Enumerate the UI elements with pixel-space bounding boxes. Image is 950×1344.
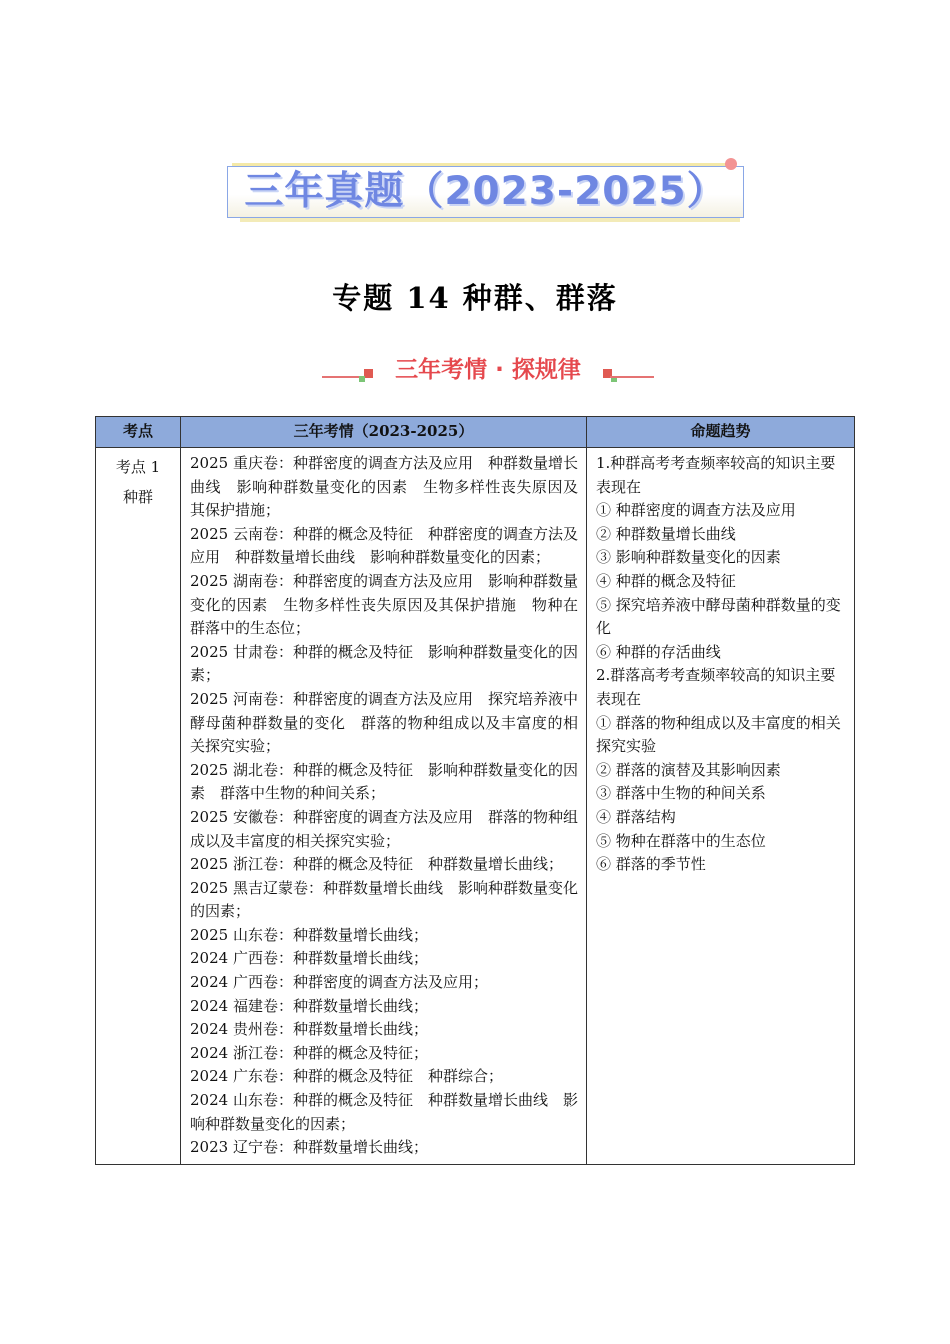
table-header-row bbox=[96, 417, 855, 448]
section-header bbox=[322, 352, 654, 388]
banner-dot-decoration bbox=[725, 158, 737, 170]
situation-entry: 2024 贵州卷：种群数量增长曲线； bbox=[190, 1020, 428, 1039]
document-title: 专题 14 种群、群落 bbox=[332, 281, 618, 315]
situation-entry: 2025 甘肃卷：种群的概念及特征 影响种群数量变化的因素； bbox=[190, 642, 578, 685]
trend-item: ⑥ 种群的存活曲线 bbox=[596, 642, 721, 661]
trend-item: ① 群落的物种组成以及丰富度的相关探究实验 bbox=[596, 713, 841, 756]
trend-item: ⑤ 物种在群落中的生态位 bbox=[596, 831, 766, 850]
trend-item: ② 种群数量增长曲线 bbox=[596, 524, 736, 543]
trend-item: ④ 种群的概念及特征 bbox=[596, 571, 736, 590]
trend-heading-population: 1.种群高考考查频率较高的知识主要表现在 bbox=[596, 454, 836, 496]
section-header-left-accent bbox=[359, 376, 365, 382]
banner-text: 三年真题（2023-2025） bbox=[244, 169, 727, 214]
situation-entry: 2024 浙江卷：种群的概念及特征； bbox=[190, 1043, 428, 1062]
trend-item: ④ 群落结构 bbox=[596, 807, 676, 826]
header-situation: 三年考情（2023-2025） bbox=[181, 417, 587, 448]
table-row bbox=[96, 448, 855, 1165]
point-number: 考点 1 bbox=[115, 458, 161, 476]
situation-entry: 2025 安徽卷：种群密度的调查方法及应用 群落的物种组成以及丰富度的相关探究实验； bbox=[190, 807, 578, 850]
trend-item: ⑤ 探究培养液中酵母菌种群数量的变化 bbox=[596, 595, 841, 638]
situation-entry: 2025 河南卷：种群密度的调查方法及应用 探究培养液中酵母菌种群数量的变化 群落的物种组成以及丰富度的相关探究实验； bbox=[190, 689, 578, 756]
situation-entry: 2024 山东卷：种群的概念及特征 种群数量增长曲线 影响种群数量变化的因素； bbox=[190, 1091, 578, 1133]
situation-entry: 2024 福建卷：种群数量增长曲线； bbox=[190, 996, 428, 1015]
situation-entry: 2024 广西卷：种群密度的调查方法及应用； bbox=[190, 973, 488, 992]
header-trend: 命题趋势 bbox=[587, 417, 855, 448]
situation-entry: 2025 浙江卷：种群的概念及特征 种群数量增长曲线； bbox=[190, 855, 563, 874]
trend-item: ③ 群落中生物的种间关系 bbox=[596, 784, 766, 803]
situation-entry: 2023 辽宁卷：种群数量增长曲线； bbox=[190, 1138, 428, 1157]
section-header-right-rule bbox=[610, 376, 654, 378]
trend-cell bbox=[587, 448, 855, 1165]
banner-bottom-decoration bbox=[240, 218, 740, 222]
situation-entry: 2025 山东卷：种群数量增长曲线； bbox=[190, 925, 428, 944]
situation-entry: 2025 黑吉辽蒙卷：种群数量增长曲线 影响种群数量变化的因素； bbox=[190, 878, 578, 921]
section-header-left-square bbox=[364, 369, 373, 378]
situation-cell bbox=[181, 448, 587, 1165]
situation-entry: 2025 重庆卷：种群密度的调查方法及应用 种群数量增长曲线 影响种群数量变化的因素 生物多样性丧失原因及其保护措施； bbox=[190, 454, 578, 520]
trend-item: ③ 影响种群数量变化的因素 bbox=[596, 548, 781, 567]
situation-entry: 2024 广东卷：种群的概念及特征 种群综合； bbox=[190, 1067, 503, 1086]
situation-entry: 2025 云南卷：种群的概念及特征 种群密度的调查方法及应用 种群数量增长曲线 影响种群数量变化的因素； bbox=[190, 524, 578, 567]
trend-heading-community: 2.群落高考考查频率较高的知识主要表现在 bbox=[596, 666, 836, 708]
section-header-text: 三年考情 · 探规律 bbox=[395, 357, 581, 383]
header-point: 考点 bbox=[96, 417, 181, 448]
trend-item: ② 群落的演替及其影响因素 bbox=[596, 760, 781, 779]
point-cell bbox=[96, 448, 181, 1165]
point-topic: 种群 bbox=[122, 488, 153, 506]
situation-entry: 2025 湖北卷：种群的概念及特征 影响种群数量变化的因素 群落中生物的种间关系； bbox=[190, 760, 578, 803]
trend-item: ⑥ 群落的季节性 bbox=[596, 855, 706, 874]
exam-analysis-table bbox=[95, 416, 855, 1165]
trend-item: ① 种群密度的调查方法及应用 bbox=[596, 501, 796, 520]
situation-entry: 2025 湖南卷：种群密度的调查方法及应用 影响种群数量变化的因素 生物多样性丧失原因及其保护措施 物种在群落中的生态位； bbox=[190, 571, 578, 638]
situation-entry: 2024 广西卷：种群数量增长曲线； bbox=[190, 949, 428, 968]
title-banner bbox=[227, 166, 744, 218]
